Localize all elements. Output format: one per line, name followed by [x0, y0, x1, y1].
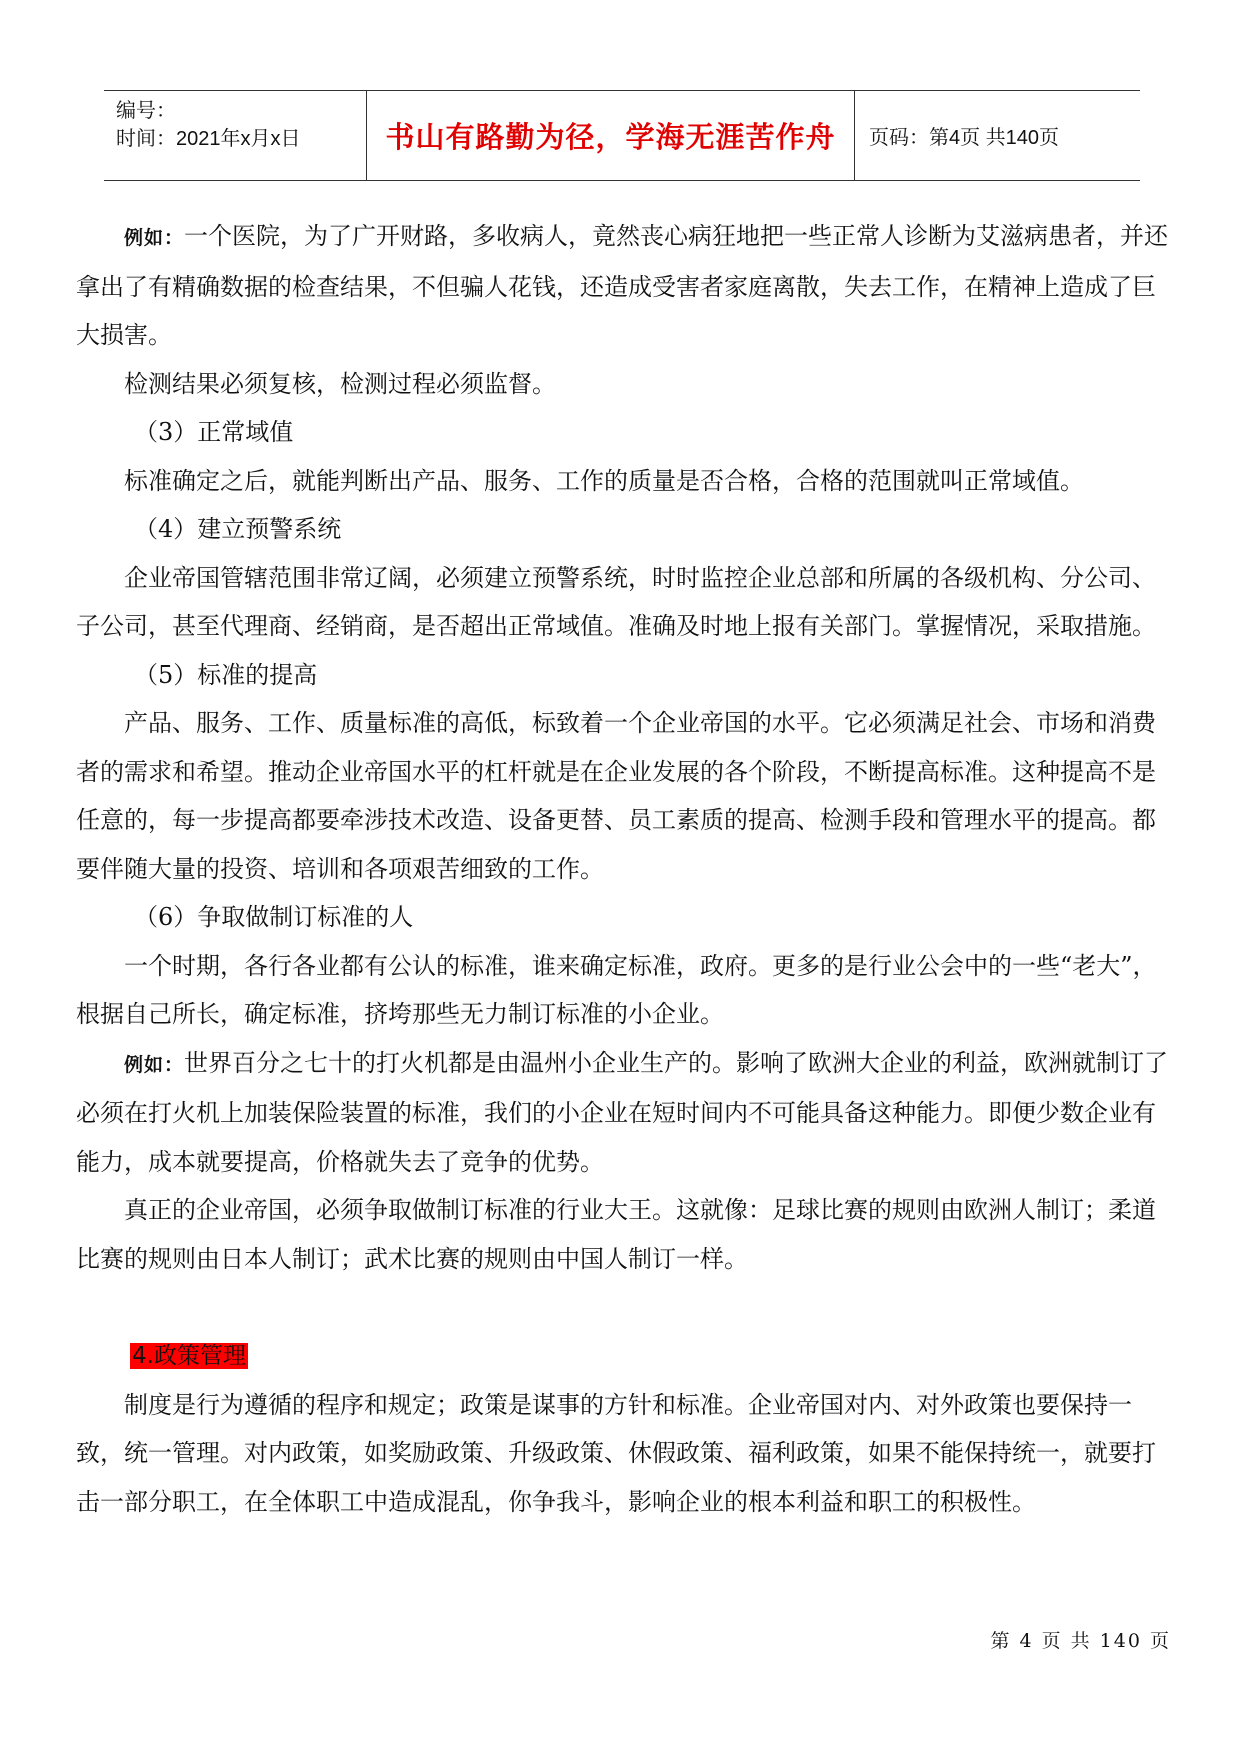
- subheading-set-standards: （6）争取做制订标准的人: [134, 903, 414, 931]
- paragraph-normal-range: 标准确定之后，就能判断出产品、服务、工作的质量是否合格，合格的范围就叫正常域值。: [124, 466, 1084, 495]
- spacer: [76, 1283, 1170, 1331]
- number-label: 编号：: [116, 100, 176, 122]
- subheading-warning-system: （4）建立预警系统: [134, 515, 342, 543]
- subheading-normal-range: （3）正常域值: [134, 418, 294, 446]
- paragraph-policy-management: 制度是行为遵循的程序和规定；政策是谋事的方针和标准。企业帝国对内、对外政策也要保持一致，统一管理。对内政策，如奖励政策、升级政策、休假政策、福利政策，如果不能保持统一，就要打击一部分职工，在全体职工中造成混乱，你争我斗，影响企业的根本利益和职工的积极性。: [76, 1390, 1156, 1516]
- paragraph-example-hospital: [76, 212, 1170, 360]
- section-heading: [76, 1331, 1170, 1381]
- paragraph-text: 一个医院，为了广开财路，多收病人，竟然丧心病狂地把一些正常人诊断为艾滋病患者，并还拿出了有精确数据的检查结果，不但骗人花钱，还造成受害者家庭离散，失去工作，在精神上造成了巨大损害。: [76, 222, 1169, 349]
- paragraph-warning-system: 企业帝国管辖范围非常辽阔，必须建立预警系统，时时监控企业总部和所属的各级机构、分公司、子公司，甚至代理商、经销商，是否超出正常域值。准确及时地上报有关部门。掌握情况，采取措施。: [76, 563, 1156, 640]
- time-label: 时间：2021年x月x日: [116, 128, 301, 150]
- paragraph-industry-king: 真正的企业帝国，必须争取做制订标准的行业大王。这就像：足球比赛的规则由欧洲人制订；柔道比赛的规则由日本人制订；武术比赛的规则由中国人制订一样。: [76, 1196, 1156, 1273]
- example-lead: 例如：: [124, 227, 185, 249]
- paragraph-raise-standards: 产品、服务、工作、质量标准的高低，标致着一个企业帝国的水平。它必须满足社会、市场和消费者的需求和希望。推动企业帝国水平的杠杆就是在企业发展的各个阶段，不断提高标准。这种提高不是任意的，每一步提高都要牵涉技术改造、设备更替、员工素质的提高、检测手段和管理水平的提高。都要伴随大量的投资、培训和各项艰苦细致的工作。: [76, 709, 1156, 883]
- example-lead: 例如：: [124, 1053, 185, 1076]
- paragraph-verification: 检测结果必须复核，检测过程必须监督。: [124, 369, 556, 398]
- document-body: [76, 212, 1170, 1526]
- header-motto: 书山有路勤为径，学海无涯苦作舟: [366, 91, 855, 180]
- paragraph-set-standards: 一个时期，各行各业都有公认的标准，谁来确定标准，政府。更多的是行业公会中的一些“老大”，根据自己所长，确定标准，挤垮那些无力制订标准的小企业。: [76, 951, 1157, 1028]
- header-page-info: 页码：第4页 共140页: [869, 127, 1060, 149]
- subheading-raise-standards: （5）标准的提高: [134, 660, 318, 689]
- header-meta: [104, 91, 366, 180]
- section-heading-highlight: 4.政策管理: [132, 1343, 246, 1369]
- page-footer: 第 4 页 共 140 页: [990, 1630, 1171, 1652]
- paragraph-example-lighter: [76, 1039, 1170, 1187]
- paragraph-text: 世界百分之七十的打火机都是由温州小企业生产的。影响了欧洲大企业的利益，欧洲就制订了必须在打火机上加装保险装置的标准，我们的小企业在短时间内不可能具备这种能力。即便少数企业有能力，成本就要提高，价格就失去了竞争的优势。: [76, 1048, 1169, 1176]
- page-header: [104, 90, 1140, 181]
